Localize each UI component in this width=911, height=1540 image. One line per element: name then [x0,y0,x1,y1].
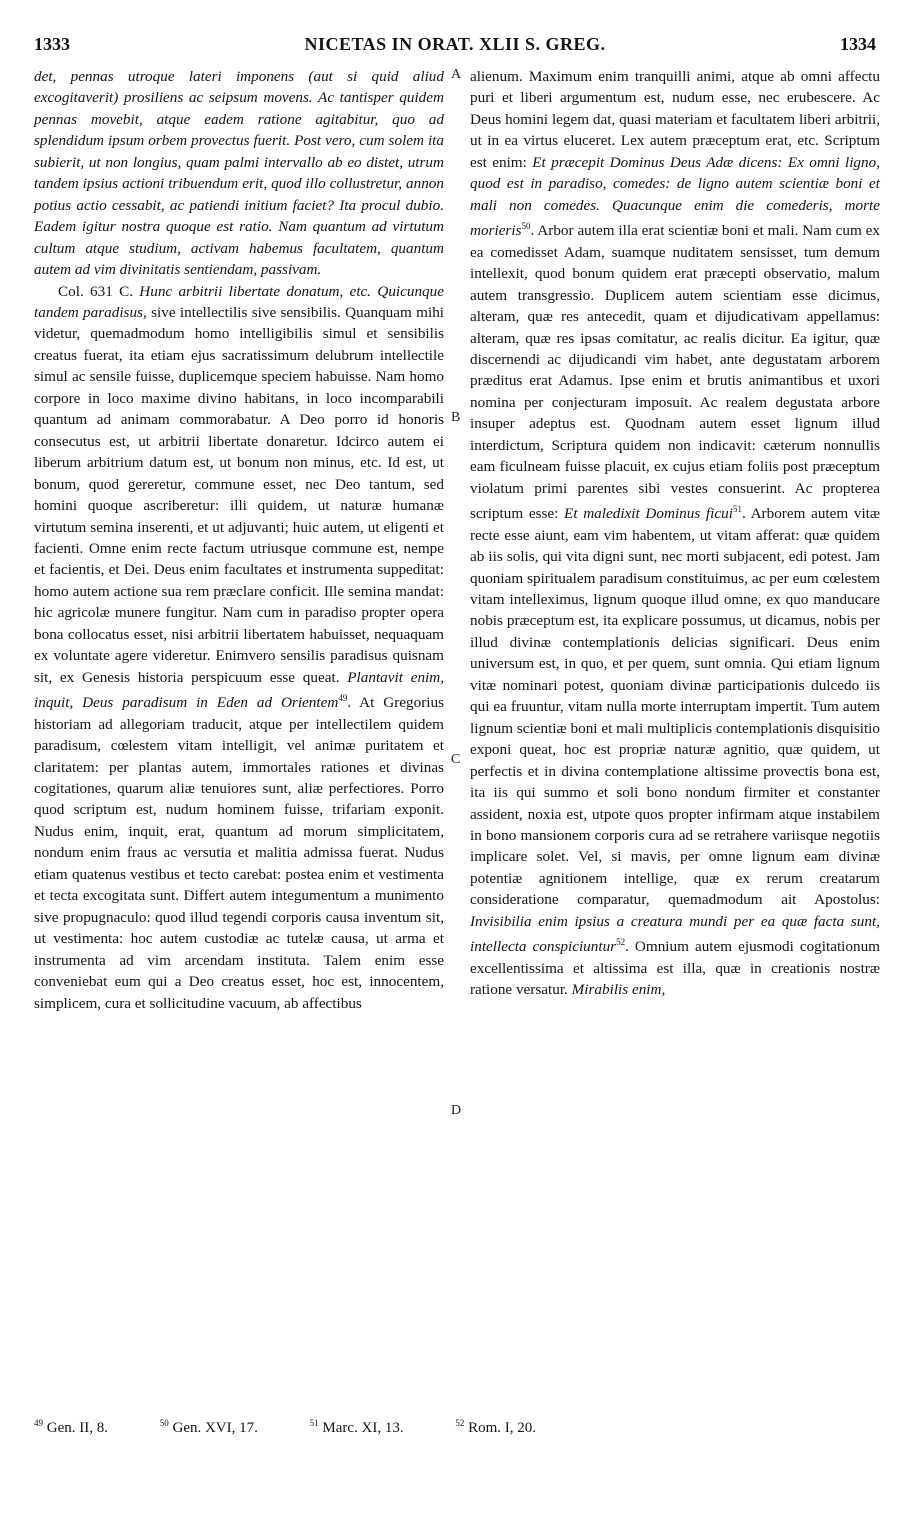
scripture-quote: Invisibilia enim ipsius a creatura mundi per ea quæ facta sunt, intellecta conspiciuntur [470,912,880,956]
footnote-ref: 50 [521,221,531,232]
section-marker-b: B [451,410,461,425]
right-page-number: 1334 [840,34,876,54]
footnotes [34,1418,876,1437]
left-page-number: 1333 [34,34,70,54]
left-column [34,66,444,1014]
footnote [160,1420,282,1436]
right-column [470,66,880,1001]
paragraph-right [470,66,880,1001]
section-marker-c: C [451,752,461,767]
footnote-text: Rom. I, 20. [468,1420,537,1436]
commentary-text-cont: . At Gregorius historiam ad allegoriam traducit, atque per intellectilem quidem paradisum, cœlestem vitam intelligit, vel animæ puritatem et claritatem: per plantas autem, immortales rationes et divinas cogitationes, quarum aliæ tenuiores sunt, aliæ perfectiores. Porro quod scriptum est, nudum hominem fuisse, trifariam exponit. Nudus enim, inquit, erat, quantum ad morum simplicitatem, nondum enim fraus ac versutia et malitia admissa fuerat. Nudus etiam quatenus vestibus et tecto carebat: postea enim et vestimenta et tecta excogitata sunt. Differt autem integumentum a munimento sive propugnaculo: quod illud tegendi corporis causa inventum sit, ut vestimenta: hoc autem custodiæ ac tutelæ causa, ut arma et instrumenta ad vim arcendam instituta. Talem enim esse conveniebat eum qui a Deo creatus esset, hoc est, innocentem, simplicem, cura et sollicitudine vacuum, ab affectibus [34,694,444,1012]
commentary-text-cont: . Arborem autem vitæ recte esse aiunt, eam vim habentem, ut vitam afferat: quæ quidem ab iis solis, qui vita digni sunt, nec morti subjacent, edi potest. Jam quoniam spiritualem paradisum constituimus, ac per eum cœlestem vitam intelleximus, lignum quoque illud omne, ex quo manducare nobis præceptum est, ita explicare possumus, ut dicamus, nobis per illud divinæ contemplationis delicias significari. Deus enim universum est, in quo, et per quem, sunt omnia. Qui etiam lignum vitæ nominari potest, quoniam divinæ participationis dulcedo iis qui ea fruuntur, vitam nulla morte interruptam impertit. Tum autem lignum scientiæ boni et mali multiplicis contemplationis disquisitio exponi queat, hoc est propriæ naturæ agnitio, quæ quidem, ut perfectis et in divina contemplatione altissime provectis bona est, ita iis qui summo et soli bono nondum firmiter et constanter assident, noxia est, utpote quos propter infirmam atque instabilem in bono mansionem corporis cura ad se retrahere variisque negotiis implicare solet. Vel, si mavis, per omne lignum eam divinæ potentiæ agnitionem intellige, quæ ex rerum creatarum consideratione comparatur, quemadmodum ait Apostolus: [470,505,881,909]
scripture-quote: Et præcepit Dominus Deus Adæ dicens: Ex omni ligno, quod est in paradiso, comedes: de ligno autem scientiæ boni et mali non comedes. Quacunque enim die comederis, morte morieris [470,153,880,240]
commentary-text: sive intellectilis sive sensibilis. Quanquam mihi videtur, quemadmodum homo intelligibilis simul et sensibilis creatus fuerat, ita etiam ejus sacratissimum delubrum intellectile simul ac sensile fuisse, duplicemque speciem habuisse. Nam homo corpore in loco maxime divino habitans, in loco incomparabili quantum ad animam commorabatur. A Deo porro id honoris consecutus est, ut arbitrii libertate donaretur. Idcirco autem ei liberum arbitrium datum est, ut bonum non minus, etc. Id est, ut bonum, quod gereretur, commune esset, nec Deo tantum, sed homini quoque ascriberetur: illi quidem, ut naturæ humanæ virtutum semina inserenti, et ut adjuvanti; huic autem, ut eligenti et facienti. Omne enim recte factum utriusque commune est, nempe et facientis, et Dei. Deus enim facultates et instrumenta suppeditat: homo autem actione sua rem præclare conficit. Ille semina mandat: hic agricolæ munere fungitur. Nam cum in paradiso propter opera bona collocatus esset, nisi arbitrii libertatem habuisset, nequaquam ex voluntate agere videretur. Enimvero sensilis paradisus quisnam sit, ex Genesis historia perspicuum esse queat. [34,303,445,686]
footnote-number: 51 [309,1418,319,1428]
footnote [34,1420,132,1436]
scripture-quote: Plantavit enim, inquit, Deus paradisum in Eden ad Orientem [34,668,445,712]
commentary-text-cont: . Arbor autem illa erat scientiæ boni et mali. Nam cum ex ea comedisset Adam, suamque nuditatem sensisset, tum demum intellexit, quod bonum quidem erat præcepti observatio, malum autem transgressio. Duplicem autem scientiam esse dicimus, alteram, quæ res antecedit, quam et dijudicativam appellamus: alteram, quæ res ipsas comitatur, ac realis dicitur. Ea igitur, quæ discernendi ac dijudicandi vim habet, ante degustatam arborem præditus erat Adamus. Ipse enim et brutis animantibus et uxori nomina per conjecturam imposuit. Ac realem degustata arbore insuper adeptus est. Quodnam autem esset lignum illud interdictum, Scriptura quidem non indicavit: cæterum nonnullis eam ficulneam fuisse placuit, ex cujus etiam foliis post præceptum violatum primi parentes sibi vestes consuerint. Ac propterea scriptum esse: [470,222,880,523]
column-reference: Col. 631 C. [58,282,133,300]
footnote-ref: 51 [732,504,742,515]
footnote [310,1420,428,1436]
paragraph-commentary [34,281,444,1014]
footnote-text: Gen. II, 8. [46,1420,108,1436]
footnote-number: 50 [159,1418,169,1428]
footnote-ref: 52 [616,937,626,948]
running-title: NICETAS IN ORAT. XLII S. GREG. [304,34,606,54]
section-marker-d: D [451,1103,462,1118]
paragraph-continuation: det, pennas utroque lateri imponens (aut si quid aliud excogitaverit) prosiliens ac seipsum movens. Ac tantisper quidem pennas movebit, atque eadem ratione agitabitur, quo ad splendidum ipsum orbem provectus fuerit. Post vero, cum solem ita subierit, ut non longius, quam palmi intervallo ab eo distet, utrum tandem ipsius actioni tribuendum erit, quod illo collustretur, annon potius actio cessabit, ac patiendi initium faciet? Ita procul dubio. Eadem igitur nostra quoque est ratio. Nam quantum ad virtutum cultum atque studium, activam habemus facultatem, quantum autem ad vim divinitatis sentiendam, passivam. [34,68,444,279]
scripture-quote: Et maledixit Dominus ficui [564,505,733,523]
footnote-number: 52 [455,1418,465,1428]
footnote-text: Gen. XVI, 17. [172,1420,258,1436]
footnote-number: 49 [34,1418,43,1428]
commentary-text-end: Mirabilis enim, [571,981,666,999]
page-header [34,34,876,60]
footnote [455,1420,560,1436]
commentary-text-cont: . Omnium autem ejusmodi cogitationum excellentissima et altissima est illa, quæ in creationis nostræ ratione versatur. [470,938,880,999]
footnote-text: Marc. XI, 13. [322,1420,404,1436]
commentary-text: alienum. Maximum enim tranquilli animi, atque ab omni affectu puri et liberi argumentum est, nudum esse, nec erubescere. Ac Deus homini legem dat, quasi materiam et facultatem liberi arbitrii, ut in ea virtus eluceret. Lex autem præceptum erat, etc. Scriptum est enim: [470,68,880,171]
section-marker-a: A [451,67,462,82]
footnote-ref: 49 [338,693,348,704]
lemma: Hunc arbitrii libertate donatum, etc. Quicunque tandem paradisus, [34,282,444,321]
